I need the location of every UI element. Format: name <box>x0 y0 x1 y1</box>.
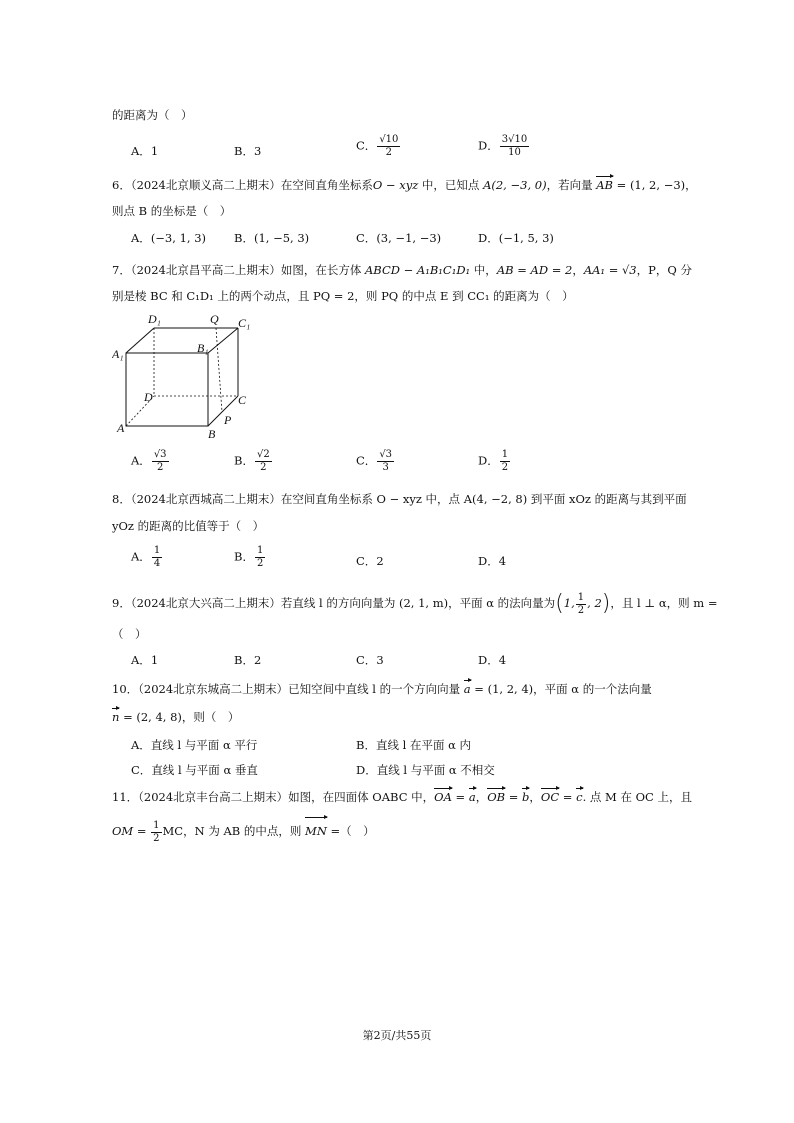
vector-mn: MN <box>305 818 327 844</box>
q9-stem-line2: （ ） <box>112 627 147 641</box>
q10-stem-line1: 10．（2024北京东城高二上期末）已知空间中直线 l 的一个方向向量 a = (1, 2, 4)，平面 α 的一个法向量 <box>112 682 652 696</box>
q11-stem-line1: 11．（2024北京丰台高二上期末）如图，在四面体 OABC 中，OA = a，OB = b，OC = c. 点 M 在 OC 上，且 <box>112 790 692 804</box>
vector-ob: OB <box>487 790 506 804</box>
q8-option-b: B． $\frac{1}{2}$ <box>234 545 264 569</box>
q7-option-d: D． $\frac{1}{2}$ <box>478 449 509 473</box>
vector-n: n <box>112 710 120 724</box>
q7-option-c: C． $\frac{√3}{3}$ <box>356 449 393 473</box>
q9-option-c: C．3 <box>356 653 384 667</box>
vector-ab: AB <box>596 178 613 192</box>
q7-stem-line2: 别是棱 BC 和 C₁D₁ 上的两个动点，且 PQ = 2，则 PQ 的中点 E 到 CC₁ 的距离为（ ） <box>112 289 574 303</box>
label-p: P <box>224 413 232 427</box>
vector-oa: OA <box>434 790 452 804</box>
q8-option-a: A． $\frac{1}{4}$ <box>131 545 161 569</box>
q6-stem-line1: 6．（2024北京顺义高二上期末）在空间直角坐标系O − xyz 中，已知点 A(2, −3, 0)，若向量 AB = (1, 2, −3)， <box>112 178 697 192</box>
q5-option-b: B．3 <box>234 144 262 158</box>
label-d: D <box>144 390 153 404</box>
cuboid-figure <box>112 308 257 443</box>
q8-stem-line1: 8．（2024北京西城高二上期末）在空间直角坐标系 O − xyz 中，点 A(4, −2, 8) 到平面 xOz 的距离与其到平面 <box>112 492 687 506</box>
label-c1: C₁ <box>238 316 251 330</box>
q10-option-c: C．直线 l 与平面 α 垂直 <box>131 763 258 777</box>
q9-stem-line1: 9．（2024北京大兴高二上期末）若直线 l 的方向向量为 (2, 1, m)，平面 α 的法向量为(1, $\frac{1}{2}$ , 2)，且 l ⊥ α，则 m = <box>112 591 718 616</box>
q6-option-b: B．(1, −5, 3) <box>234 231 310 245</box>
q10-option-b: B．直线 l 在平面 α 内 <box>356 738 472 752</box>
q10-option-d: D．直线 l 与平面 α 不相交 <box>356 763 495 777</box>
label-a: A <box>117 421 125 435</box>
q5-option-c: C． $\frac{√10}{2}$ <box>356 134 399 158</box>
q6-stem-line2: 则点 B 的坐标是（ ） <box>112 204 232 218</box>
q7-option-a: A． $\frac{√3}{2}$ <box>131 449 167 473</box>
label-d1: D₁ <box>148 312 161 326</box>
vector-oc: OC <box>540 790 560 804</box>
q7-stem-line1: 7．（2024北京昌平高二上期末）如图，在长方体 ABCD − A₁B₁C₁D₁ 中，AB = AD = 2，AA₁ = √3，P，Q 分 <box>112 263 692 277</box>
q6-option-c: C．(3, −1, −3) <box>356 231 442 245</box>
vector-c-small: c <box>576 790 583 804</box>
q9-option-a: A．1 <box>131 653 159 667</box>
label-q: Q <box>210 312 219 326</box>
q5-option-a: A．1 <box>131 144 159 158</box>
vector-a-small: a <box>468 790 476 804</box>
label-b1: B₁ <box>197 341 209 355</box>
q9-option-b: B．2 <box>234 653 262 667</box>
label-c: C <box>238 393 247 407</box>
q7-option-b: B． $\frac{√2}{2}$ <box>234 449 270 473</box>
q8-option-d: D．4 <box>478 554 507 568</box>
vector-b-small: b <box>522 790 530 804</box>
q6-option-d: D．(−1, 5, 3) <box>478 231 554 245</box>
q8-option-c: C．2 <box>356 554 384 568</box>
q9-option-d: D．4 <box>478 653 507 667</box>
q10-stem-line2: n = (2, 4, 8)，则（ ） <box>112 710 240 724</box>
q8-stem-line2: yOz 的距离的比值等于（ ） <box>112 519 265 533</box>
q6-option-a: A．(−3, 1, 3) <box>131 231 206 245</box>
page-footer: 第2页/共55页 <box>362 1029 432 1042</box>
q5-option-d: D． $\frac{3√10}{10}$ <box>478 134 528 158</box>
q5-tail: 的距离为（ ） <box>112 108 193 122</box>
label-a1: A₁ <box>112 347 124 361</box>
vector-a: a <box>463 682 471 696</box>
q11-stem-line2: OM = $\frac{1}{2}$ MC，N 为 AB 的中点，则 MN =（ ） <box>112 819 375 844</box>
q10-option-a: A．直线 l 与平面 α 平行 <box>131 738 258 752</box>
label-b: B <box>208 427 216 441</box>
